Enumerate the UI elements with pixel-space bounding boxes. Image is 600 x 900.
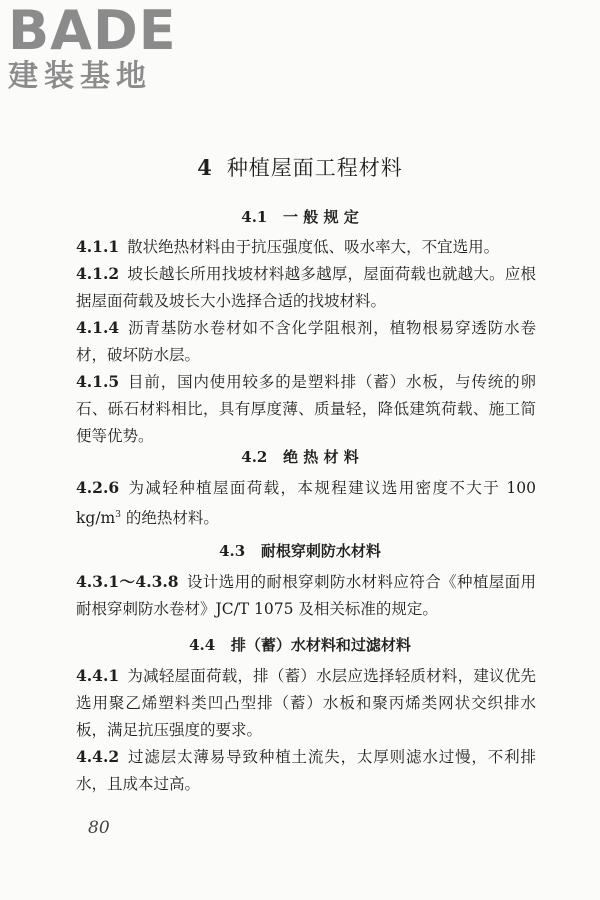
clause-number: 4.2.6 xyxy=(76,478,120,497)
clause-text: 坡长越长所用找坡材料越多越厚，屋面荷载也就越大。应根据屋面荷载及坡长大小选择合适的找坡材料。 xyxy=(76,265,536,310)
clause-text: 散状绝热材料由于抗压强度低、吸水率大，不宜选用。 xyxy=(127,238,500,256)
chapter-number: 4 xyxy=(197,155,213,180)
clause-text: 过滤层太薄易导致种植土流失，太厚则滤水过慢，不利排水，且成本过高。 xyxy=(76,748,536,793)
clause-4-1-4 xyxy=(76,314,536,369)
chapter-title-text: 种植屋面工程材料 xyxy=(226,156,403,180)
section-title: 一 般 规 定 xyxy=(283,208,359,226)
clause-text: 为减轻屋面荷载，排（蓄）水层应选择轻质材料，建议优先选用聚乙烯塑料类凹凸型排（蓄）水板和聚丙烯类网状交织排水板，满足抗压强度的要求。 xyxy=(76,667,536,739)
section-heading-4-2 xyxy=(0,446,600,467)
chapter-title xyxy=(0,152,600,182)
clause-4-1-2 xyxy=(76,260,536,315)
clause-number: 4.1.2 xyxy=(76,264,120,283)
clause-text: 设计选用的耐根穿刺防水材料应符合《种植屋面用耐根穿刺防水卷材》JC/T 1075 及相关标准的规定。 xyxy=(76,573,536,618)
clause-number: 4.4.1 xyxy=(76,666,120,685)
section-title: 绝 热 材 料 xyxy=(283,448,359,466)
clause-text: 目前，国内使用较多的是塑料排（蓄）水板，与传统的卵石、砾石材料相比，具有厚度薄、质量轻，降低建筑荷载、施工简便等优势。 xyxy=(76,373,536,445)
clause-text-end: 的绝热材料。 xyxy=(120,509,219,528)
section-number: 4.2 xyxy=(241,448,268,466)
page-number: 80 xyxy=(88,818,110,838)
watermark-logo xyxy=(8,0,178,94)
watermark-latin-text: BADE xyxy=(8,0,177,62)
clause-number: 4.1.5 xyxy=(76,372,120,391)
section-number: 4.1 xyxy=(241,208,268,226)
clause-4-1-1 xyxy=(76,233,536,261)
clause-number: 4.3.1～4.3.8 xyxy=(76,572,179,591)
clause-number: 4.4.2 xyxy=(76,747,120,766)
section-heading-4-1 xyxy=(0,206,600,227)
clause-number: 4.1.4 xyxy=(76,318,120,337)
section-heading-4-4 xyxy=(0,634,600,655)
clause-4-3-1-to-4-3-8 xyxy=(76,568,536,623)
section-number: 4.4 xyxy=(189,636,216,654)
clause-text: 沥青基防水卷材如不含化学阻根剂，植物根易穿透防水卷材，破坏防水层。 xyxy=(76,319,536,364)
superscript: 3 xyxy=(115,510,121,520)
section-number: 4.3 xyxy=(219,542,246,560)
watermark-chinese-text: 建装基地 xyxy=(8,59,152,94)
clause-4-4-1 xyxy=(76,662,536,744)
section-heading-4-3 xyxy=(0,540,600,561)
section-title: 耐根穿刺防水材料 xyxy=(260,542,381,560)
clause-4-1-5 xyxy=(76,368,536,450)
clause-text: 为减轻种植屋面荷载，本规程建议选用密度不大于 100 kg/m xyxy=(76,479,536,528)
clause-4-4-2 xyxy=(76,743,536,798)
clause-4-2-6 xyxy=(76,474,536,532)
section-title: 排（蓄）水材料和过滤材料 xyxy=(230,636,411,654)
clause-number: 4.1.1 xyxy=(76,237,120,256)
